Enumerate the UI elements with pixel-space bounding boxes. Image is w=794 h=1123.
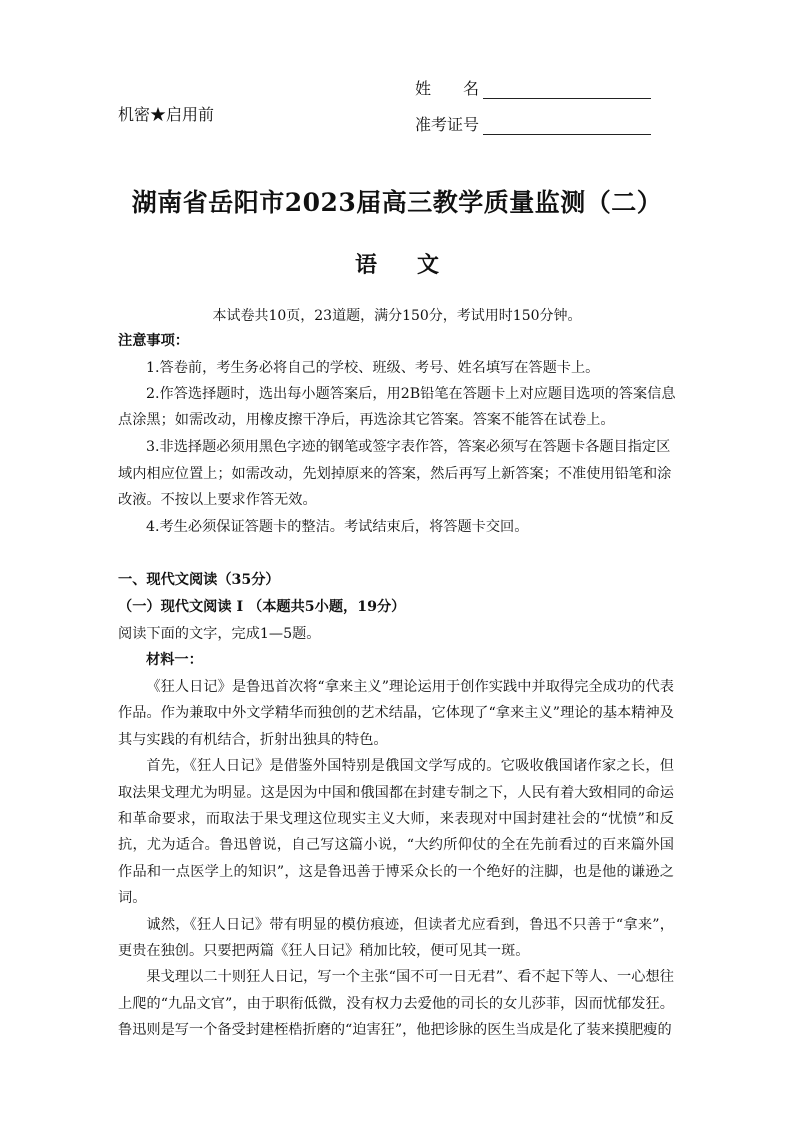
paragraph-1: 《狂人日记》是鲁迅首次将“拿来主义”理论运用于创作实践中并取得完全成功的代表作品。作为兼取中外文学精华而独创的艺术结晶，它体现了“拿来主义”理论的基本精神及其与实践的有机结合，折射出独具的特色。	[118, 679, 674, 748]
note-item-2-line-1: 2.作答选择题时，选出每小题答案后，用2B铅笔在答题卡上对应题目选项的答案信息	[146, 386, 676, 402]
note-item-3-line-1: 3.非选择题必须用黑色字迹的钢笔或签字表作答，答案必须写在答题卡各题目指定区	[146, 439, 671, 455]
confidential-label: 机密★启用前	[118, 105, 215, 124]
page-title: 湖南省岳阳市2023届高三教学质量监测（二）	[131, 188, 663, 217]
note-item-2-line-2: 点涂黑；如需改动，用橡皮擦干净后，再选涂其它答案。答案不能答在试卷上。	[118, 412, 615, 428]
note-item-3-line-3: 改液。不按以上要求作答无效。	[118, 492, 317, 508]
name-label: 姓 名	[415, 79, 480, 98]
name-field[interactable]	[415, 76, 651, 99]
section-heading: 一、现代文阅读（35分）	[118, 572, 280, 588]
note-item-4: 4.考生必须保证答题卡的整洁。考试结束后，将答题卡交回。	[146, 519, 529, 535]
article-body	[118, 674, 674, 1044]
subsection-heading: （一）现代文阅读 I （本题共5小题，19分）	[118, 599, 406, 615]
subject-char-1: 语	[354, 252, 377, 278]
note-item-1: 1.答卷前，考生务必将自己的学校、班级、考号、姓名填写在答题卡上。	[146, 360, 600, 376]
reading-instruction: 阅读下面的文字，完成1—5题。	[118, 626, 321, 642]
exam-id-underline[interactable]	[483, 116, 651, 135]
subject-heading	[0, 248, 794, 279]
material-label: 材料一：	[146, 652, 203, 668]
exam-id-label: 准考证号	[415, 115, 480, 134]
exam-info: 本试卷共10页，23道题，满分150分，考试用时150分钟。	[212, 308, 582, 324]
paragraph-3: 诚然，《狂人日记》带有明显的模仿痕迹，但读者尤应看到，鲁迅不只善于“拿来”，更贵在独创。只要把两篇《狂人日记》稍加比较，便可见其一斑。	[118, 916, 674, 960]
notes-heading: 注意事项：	[118, 333, 189, 349]
subject-char-2: 文	[417, 252, 440, 278]
paragraph-2: 首先，《狂人日记》是借鉴外国特别是俄国文学写成的。它吸收俄国诸作家之长，但取法果戈理尤为明显。这是因为中国和俄国都在封建专制之下，人民有着大致相同的命运和革命要求，而取法于果戈理这位现实主义大师，来表现对中国封建社会的“忧愤”和反抗，尤为适合。鲁迅曾说，自己写这篇小说，“大约所仰仗的全在先前看过的百来篇外国作品和一点医学上的知识”，这是鲁迅善于博采众长的一个绝好的注脚，也是他的谦逊之词。	[118, 758, 674, 907]
name-underline[interactable]	[483, 80, 651, 99]
exam-id-field[interactable]	[415, 112, 651, 135]
note-item-3-line-2: 域内相应位置上；如需改动，先划掉原来的答案，然后再写上新答案；不准使用铅笔和涂	[118, 466, 672, 482]
paragraph-4: 果戈理以二十则狂人日记，写一个主张“国不可一日无君”、看不起下等人、一心想往上爬的“九品文官”，由于职衔低微，没有权力去爱他的司长的女儿莎菲，因而忧郁发狂。鲁迅则是写一个备受封建桎梏折磨的“迫害狂”，他把诊脉的医生当成是化了装来摸肥瘦的	[118, 969, 674, 1039]
